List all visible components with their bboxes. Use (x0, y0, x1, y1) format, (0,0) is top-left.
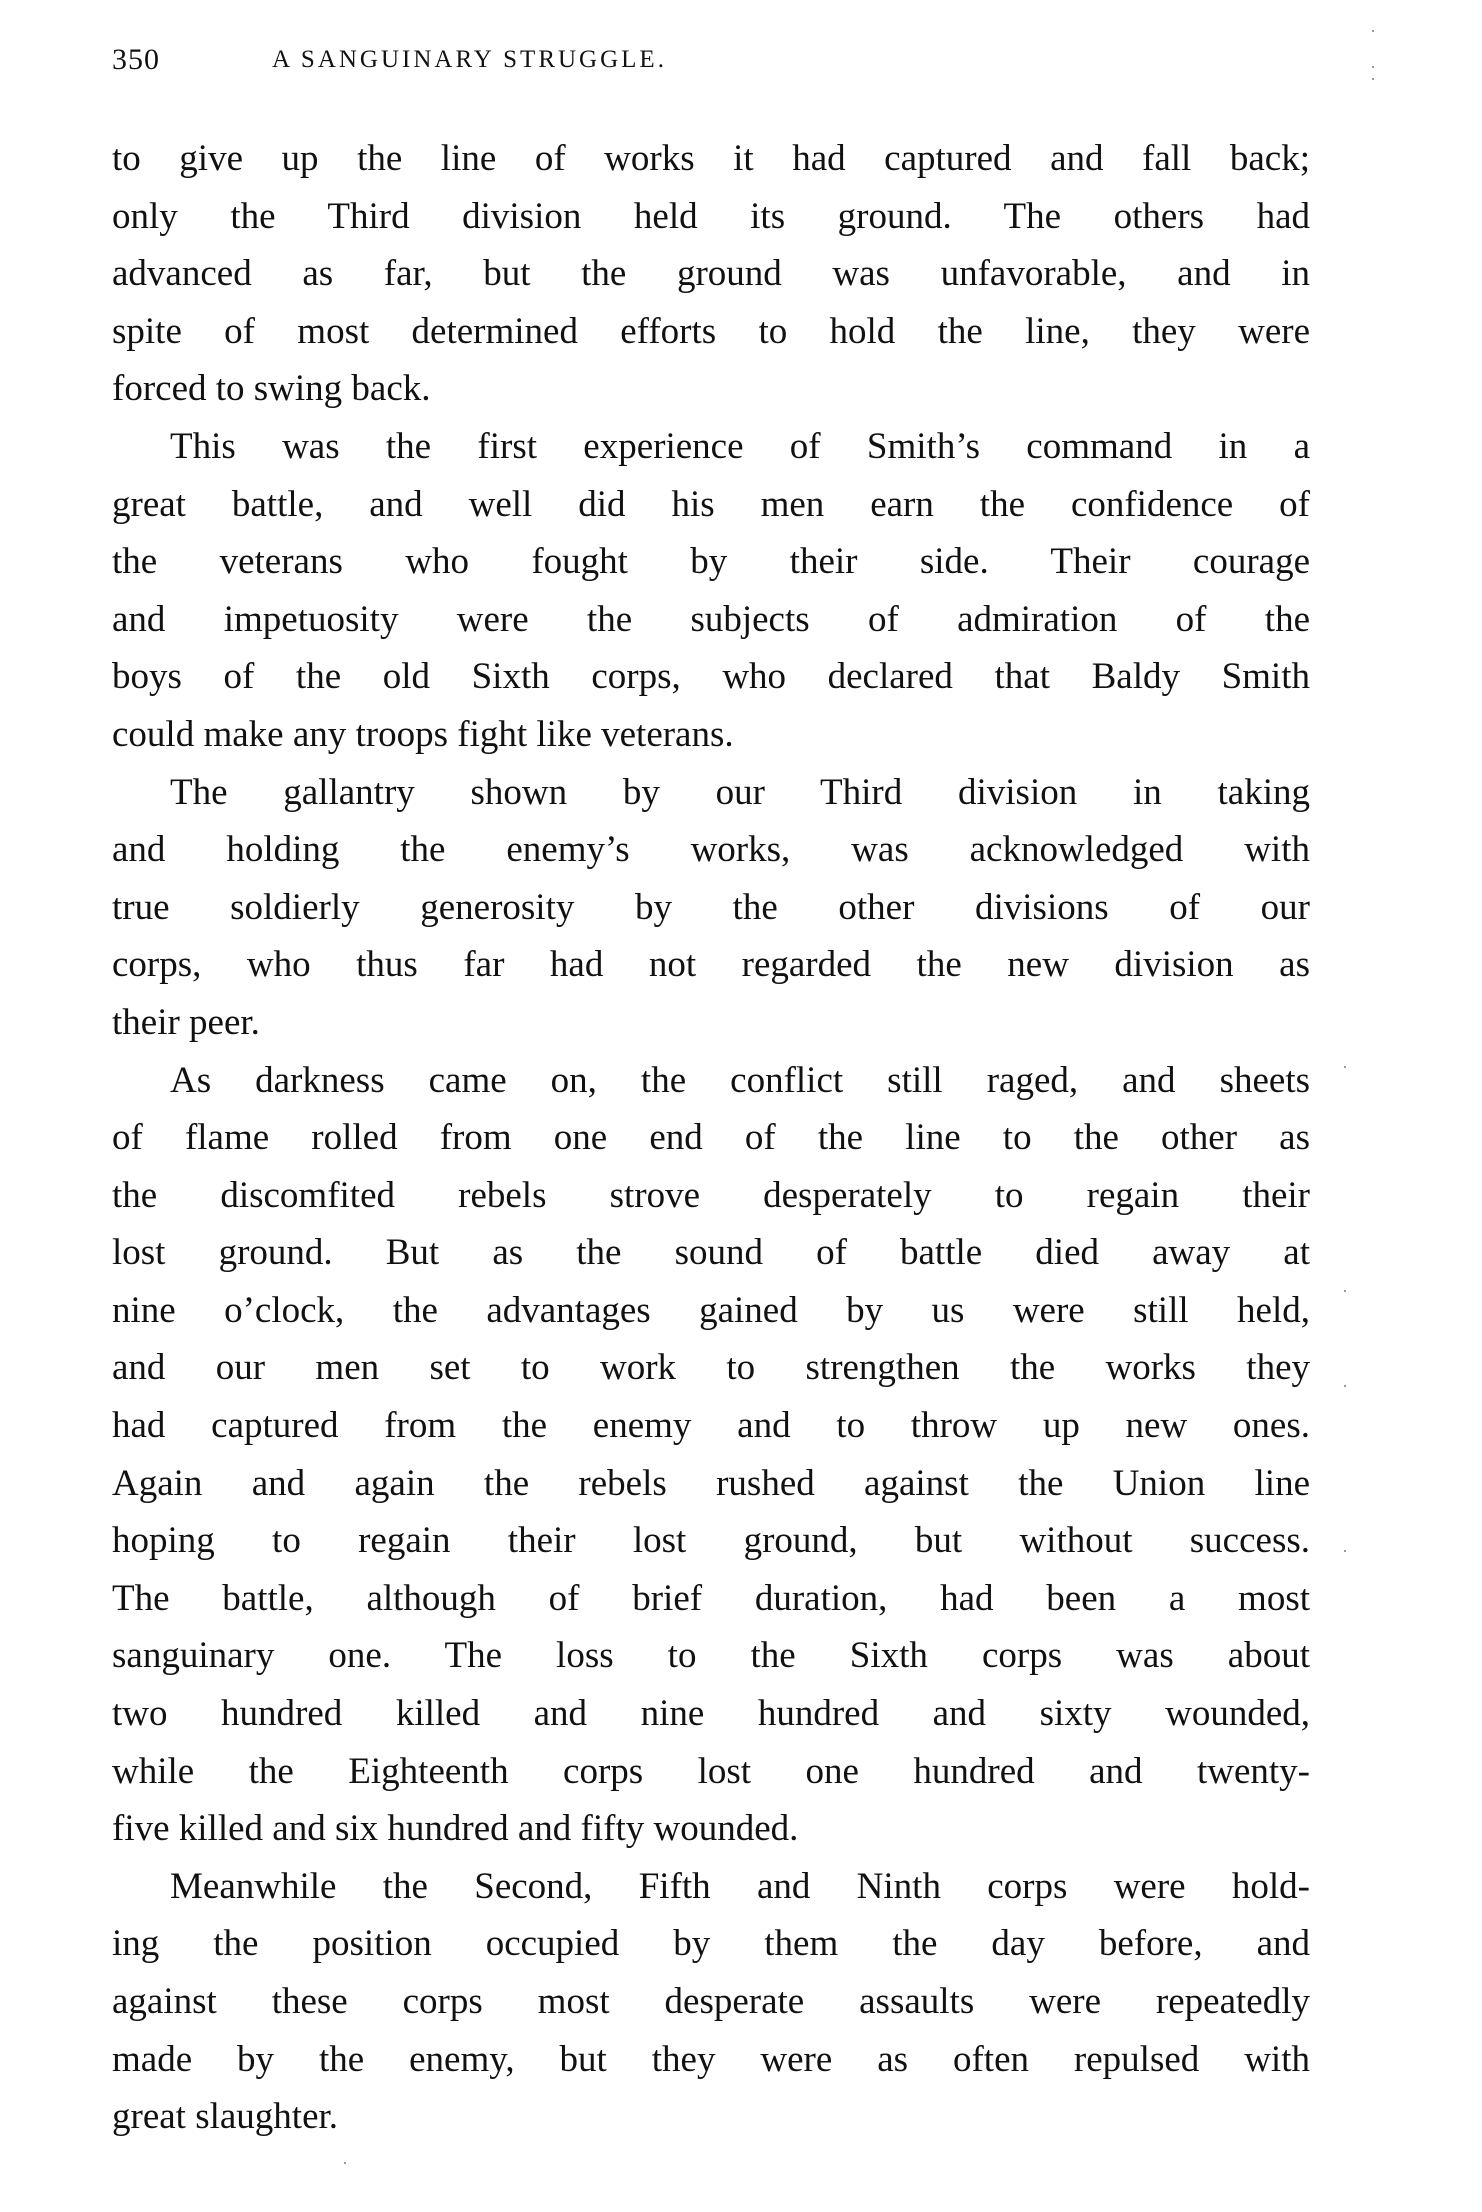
scan-speck (1344, 1385, 1346, 1387)
text-line: their peer. (112, 1001, 260, 1043)
scan-speck (1344, 1550, 1346, 1552)
scan-speck (344, 2162, 346, 2164)
text-line: two hundred killed and nine hundred and sixty wounded, (112, 1693, 1310, 1735)
text-line: Again and again the rebels rushed against the Union line (112, 1462, 1310, 1504)
scan-speck (1372, 66, 1374, 68)
running-title: A SANGUINARY STRUGGLE. (272, 46, 667, 73)
text-line: five killed and six hundred and fifty wounded. (112, 1808, 799, 1850)
running-head (112, 40, 1312, 80)
text-line: and holding the enemy’s works, was acknowledged with (112, 829, 1310, 871)
text-line: forced to swing back. (112, 368, 431, 410)
scan-speck (1344, 1290, 1346, 1292)
text-line: hoping to regain their lost ground, but without success. (112, 1520, 1310, 1562)
text-line: sanguinary one. The loss to the Sixth corps was about (112, 1635, 1310, 1677)
text-line: advanced as far, but the ground was unfavorable, and in (112, 253, 1310, 295)
text-line: The battle, although of brief duration, had been a most (112, 1577, 1310, 1619)
text-line: nine o’clock, the advantages gained by us were still held, (112, 1289, 1310, 1331)
scan-speck (1344, 1066, 1346, 1068)
text-line: of flame rolled from one end of the line to the other as (112, 1117, 1310, 1159)
page-number: 350 (112, 43, 160, 76)
text-line: against these corps most desperate assaults were repeatedly (112, 1981, 1310, 2022)
paragraph-first-line: The gallantry shown by our Third division in taking (170, 771, 1310, 813)
scan-speck (1372, 30, 1374, 32)
paragraph-first-line: As darkness came on, the conflict still raged, and sheets (170, 1059, 1310, 1101)
text-line: could make any troops fight like veterans. (112, 713, 734, 755)
text-line: corps, who thus far had not regarded the new division as (112, 944, 1310, 986)
text-line: ing the position occupied by them the day before, and (112, 1923, 1310, 1965)
text-line: great slaughter. (112, 2096, 339, 2138)
text-line: and impetuosity were the subjects of admiration of the (112, 598, 1310, 640)
text-line: great battle, and well did his men earn the confidence of (112, 483, 1310, 525)
text-line: to give up the line of works it had captured and fall back; (112, 138, 1310, 179)
text-line: and our men set to work to strengthen the works they (112, 1347, 1310, 1389)
text-line: the veterans who fought by their side. Their courage (112, 541, 1310, 583)
text-line: spite of most determined efforts to hold the line, they were (112, 310, 1310, 352)
text-line: lost ground. But as the sound of battle died away at (112, 1232, 1310, 1274)
scan-speck (1372, 78, 1374, 80)
text-line: only the Third division held its ground. The others had (112, 195, 1310, 237)
text-line: true soldierly generosity by the other divisions of our (112, 886, 1310, 928)
paragraph-first-line: Meanwhile the Second, Fifth and Ninth corps were hold- (170, 1865, 1310, 1907)
body-text (112, 130, 1310, 2146)
text-line: boys of the old Sixth corps, who declared that Baldy Smith (112, 656, 1310, 698)
paragraph-first-line: This was the first experience of Smith’s command in a (170, 425, 1310, 467)
text-line: the discomfited rebels strove desperately to regain their (112, 1174, 1310, 1216)
text-line: made by the enemy, but they were as often repulsed with (112, 2038, 1310, 2080)
text-line: had captured from the enemy and to throw up new ones. (112, 1405, 1310, 1447)
text-line: while the Eighteenth corps lost one hundred and twenty- (112, 1750, 1310, 1792)
